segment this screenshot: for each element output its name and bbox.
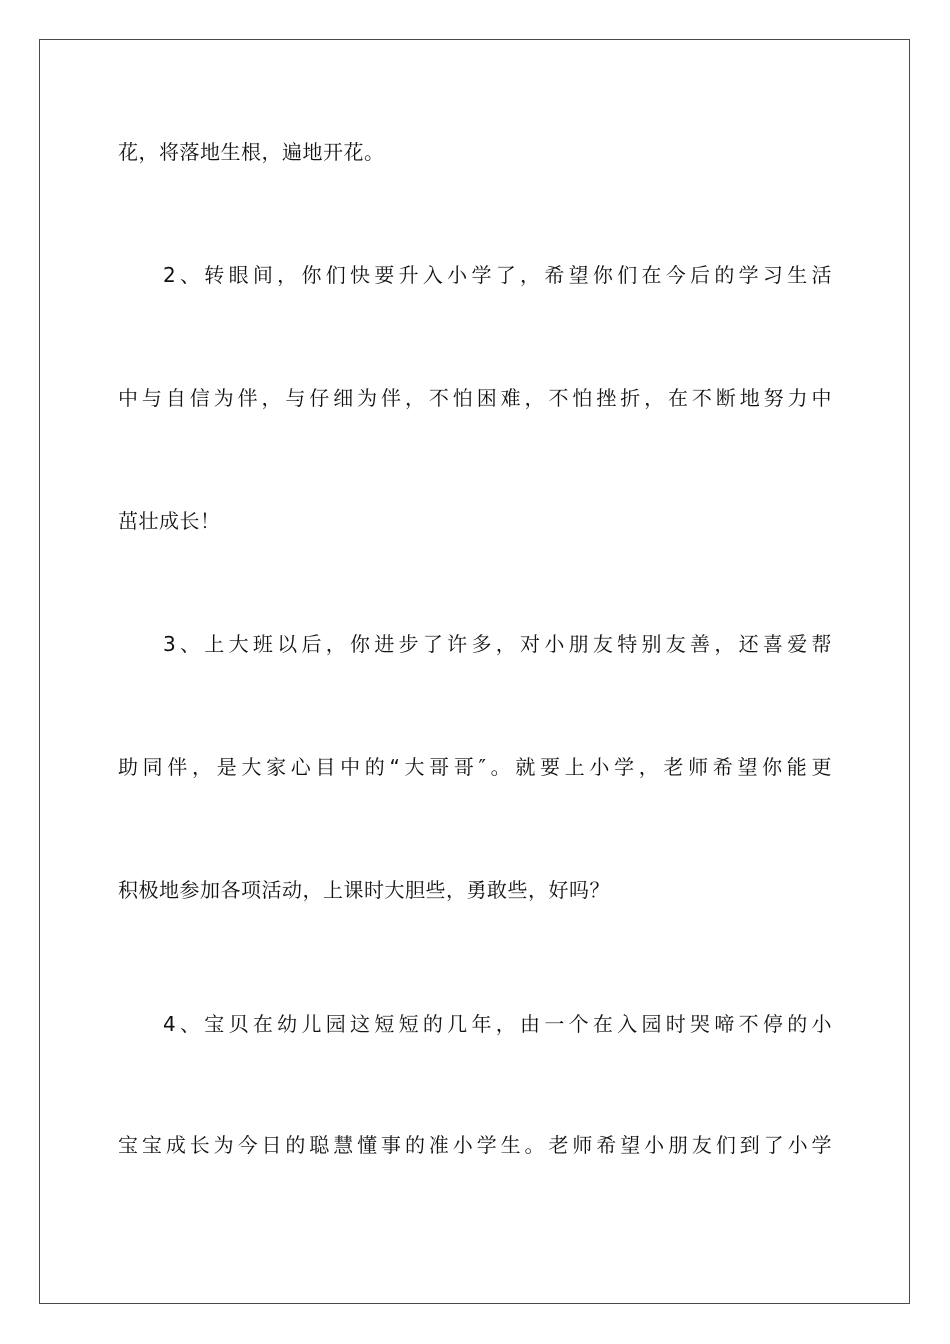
text-line-5: 3、上大班以后，你进步了许多，对小朋友特别友善，还喜爱帮 [163, 632, 832, 656]
text-line-6: 助同伴，是大家心目中的“大哥哥″。就要上小学，老师希望你能更 [118, 755, 832, 779]
text-line-7: 积极地参加各项活动，上课时大胆些，勇敢些，好吗？ [118, 878, 610, 902]
text-line-4: 茁壮成长！ [118, 509, 221, 533]
page-border [39, 39, 910, 1304]
text-line-8: 4、宝贝在幼儿园这短短的几年，由一个在入园时哭啼不停的小 [163, 1012, 832, 1036]
text-line-1: 花，将落地生根，遍地开花。 [118, 140, 385, 164]
text-line-2: 2、转眼间，你们快要升入小学了，希望你们在今后的学习生活 [163, 263, 832, 287]
text-line-9: 宝宝成长为今日的聪慧懂事的准小学生。老师希望小朋友们到了小学 [118, 1133, 832, 1157]
text-line-3: 中与自信为伴，与仔细为伴，不怕困难，不怕挫折，在不断地努力中 [118, 386, 832, 410]
